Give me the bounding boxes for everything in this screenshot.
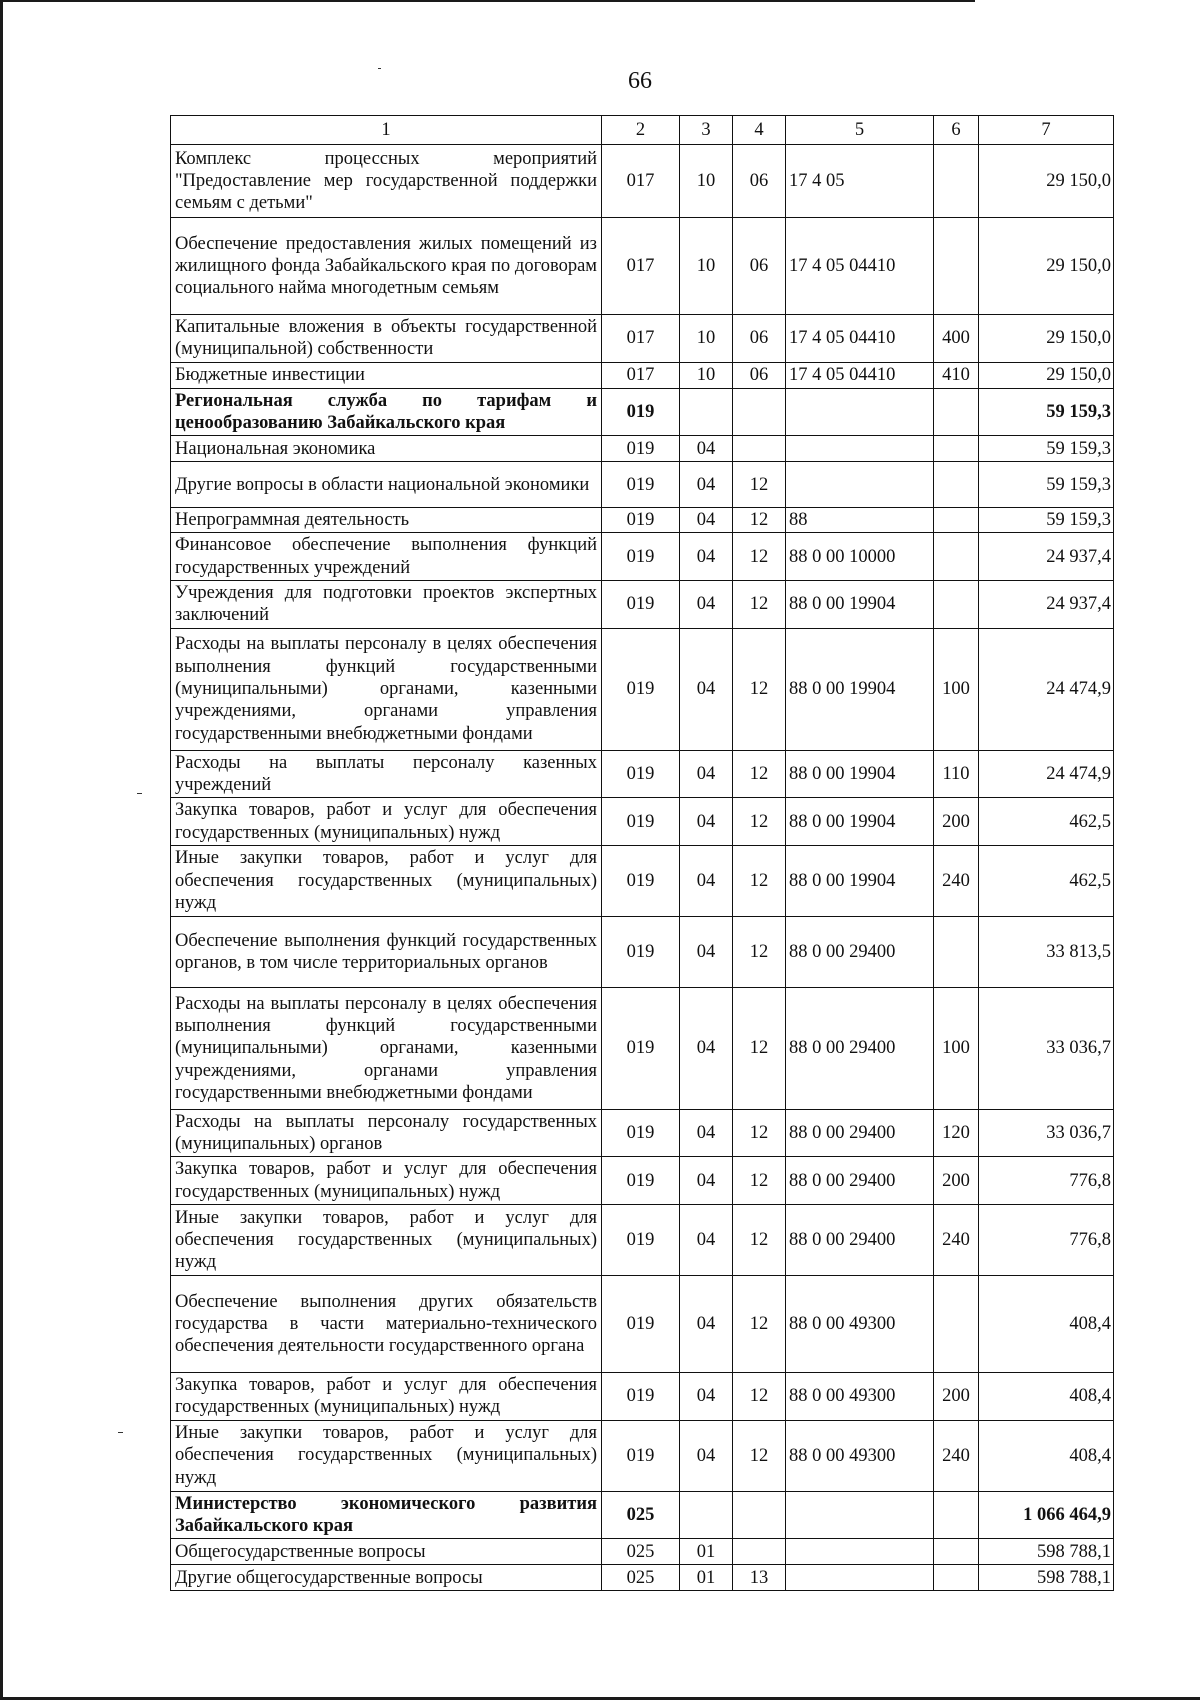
row-subsection-cell: 12 [733, 916, 786, 987]
row-name-cell: Иные закупки товаров, работ и услуг для обеспечения государственных (муниципальных) нужд [171, 1420, 602, 1491]
row-amount-cell: 24 937,4 [979, 581, 1114, 629]
row-name-cell: Обеспечение предоставления жилых помещений из жилищного фонда Забайкальского края по договорам социального найма многодетным семьям [171, 218, 602, 315]
row-target-article-cell: 88 0 00 19904 [786, 628, 934, 750]
row-name-cell: Закупка товаров, работ и услуг для обеспечения государственных (муниципальных) нужд [171, 1157, 602, 1205]
row-code-cell: 019 [602, 628, 680, 750]
table-row [171, 1491, 1114, 1539]
row-section-cell: 04 [680, 1205, 733, 1276]
row-amount-cell: 29 150,0 [979, 145, 1114, 218]
row-name-cell: Расходы на выплаты персоналу казенных учреждений [171, 750, 602, 798]
table-row [171, 388, 1114, 436]
table-row [171, 1373, 1114, 1421]
row-section-cell: 10 [680, 362, 733, 388]
row-code-cell: 019 [602, 845, 680, 916]
header-cell: 1 [171, 116, 602, 145]
row-subsection-cell: 13 [733, 1565, 786, 1591]
row-target-article-cell: 88 0 00 29400 [786, 1205, 934, 1276]
row-code-cell: 019 [602, 798, 680, 846]
row-name-cell: Закупка товаров, работ и услуг для обеспечения государственных (муниципальных) нужд [171, 1373, 602, 1421]
row-amount-cell: 33 036,7 [979, 987, 1114, 1109]
row-subsection-cell: 12 [733, 750, 786, 798]
row-amount-cell: 598 788,1 [979, 1539, 1114, 1565]
row-expense-type-cell [934, 218, 979, 315]
row-expense-type-cell: 200 [934, 1373, 979, 1421]
scan-speck [378, 68, 381, 69]
row-amount-cell: 59 159,3 [979, 462, 1114, 508]
row-amount-cell: 1 066 464,9 [979, 1491, 1114, 1539]
row-code-cell: 019 [602, 1276, 680, 1373]
row-code-cell: 019 [602, 581, 680, 629]
table-row [171, 533, 1114, 581]
row-subsection-cell: 06 [733, 315, 786, 363]
header-cell: 7 [979, 116, 1114, 145]
table-row [171, 1205, 1114, 1276]
row-code-cell: 019 [602, 987, 680, 1109]
row-target-article-cell [786, 1491, 934, 1539]
row-name-cell: Региональная служба по тарифам и ценообразованию Забайкальского края [171, 388, 602, 436]
row-name-cell: Иные закупки товаров, работ и услуг для обеспечения государственных (муниципальных) нужд [171, 845, 602, 916]
table-row [171, 987, 1114, 1109]
row-amount-cell: 776,8 [979, 1205, 1114, 1276]
table-row [171, 916, 1114, 987]
row-target-article-cell [786, 1565, 934, 1591]
row-target-article-cell: 17 4 05 04410 [786, 218, 934, 315]
row-code-cell: 019 [602, 462, 680, 508]
row-code-cell: 019 [602, 1420, 680, 1491]
row-expense-type-cell [934, 462, 979, 508]
row-section-cell: 04 [680, 798, 733, 846]
row-subsection-cell [733, 1539, 786, 1565]
row-code-cell: 017 [602, 145, 680, 218]
row-name-cell: Финансовое обеспечение выполнения функций государственных учреждений [171, 533, 602, 581]
row-name-cell: Учреждения для подготовки проектов экспертных заключений [171, 581, 602, 629]
row-name-cell: Другие общегосударственные вопросы [171, 1565, 602, 1591]
row-code-cell: 019 [602, 1373, 680, 1421]
row-section-cell: 04 [680, 533, 733, 581]
row-amount-cell: 24 937,4 [979, 533, 1114, 581]
row-subsection-cell: 12 [733, 1420, 786, 1491]
row-subsection-cell: 12 [733, 508, 786, 533]
row-name-cell: Министерство экономического развития Забайкальского края [171, 1491, 602, 1539]
budget-table [170, 115, 1114, 1591]
row-code-cell: 025 [602, 1565, 680, 1591]
row-section-cell [680, 1491, 733, 1539]
row-amount-cell: 33 813,5 [979, 916, 1114, 987]
row-target-article-cell [786, 1539, 934, 1565]
row-section-cell: 04 [680, 750, 733, 798]
row-target-article-cell: 88 0 00 10000 [786, 533, 934, 581]
row-expense-type-cell [934, 436, 979, 462]
row-target-article-cell: 88 0 00 49300 [786, 1420, 934, 1491]
row-section-cell: 04 [680, 1109, 733, 1157]
header-cell: 6 [934, 116, 979, 145]
row-section-cell: 04 [680, 508, 733, 533]
table-row [171, 1565, 1114, 1591]
row-amount-cell: 33 036,7 [979, 1109, 1114, 1157]
table-row [171, 798, 1114, 846]
scan-edge-left [0, 0, 3, 1700]
row-subsection-cell [733, 1491, 786, 1539]
row-subsection-cell: 06 [733, 218, 786, 315]
row-code-cell: 017 [602, 218, 680, 315]
row-section-cell: 04 [680, 1157, 733, 1205]
scan-speck [137, 793, 142, 794]
row-expense-type-cell: 240 [934, 1420, 979, 1491]
table-body [171, 145, 1114, 1591]
row-expense-type-cell [934, 145, 979, 218]
row-name-cell: Непрограммная деятельность [171, 508, 602, 533]
row-subsection-cell: 06 [733, 145, 786, 218]
row-subsection-cell [733, 388, 786, 436]
row-name-cell: Иные закупки товаров, работ и услуг для обеспечения государственных (муниципальных) нужд [171, 1205, 602, 1276]
table-row [171, 628, 1114, 750]
row-code-cell: 025 [602, 1491, 680, 1539]
row-section-cell: 04 [680, 462, 733, 508]
table-row [171, 436, 1114, 462]
row-code-cell: 017 [602, 362, 680, 388]
row-name-cell: Расходы на выплаты персоналу в целях обеспечения выполнения функций государственными (муниципальными) органами, казенными учреждениями, органами управления государственными внебюджетными фондами [171, 628, 602, 750]
row-code-cell: 019 [602, 436, 680, 462]
row-amount-cell: 24 474,9 [979, 750, 1114, 798]
row-subsection-cell: 12 [733, 533, 786, 581]
row-expense-type-cell [934, 1565, 979, 1591]
row-target-article-cell: 17 4 05 [786, 145, 934, 218]
row-expense-type-cell: 200 [934, 1157, 979, 1205]
page-number: 66 [628, 68, 652, 94]
row-code-cell: 019 [602, 508, 680, 533]
table-row [171, 362, 1114, 388]
row-target-article-cell: 88 0 00 29400 [786, 1109, 934, 1157]
row-code-cell: 017 [602, 315, 680, 363]
row-target-article-cell: 88 0 00 19904 [786, 581, 934, 629]
row-amount-cell: 59 159,3 [979, 508, 1114, 533]
row-section-cell: 04 [680, 581, 733, 629]
row-target-article-cell: 88 0 00 29400 [786, 1157, 934, 1205]
row-section-cell: 04 [680, 916, 733, 987]
row-amount-cell: 408,4 [979, 1420, 1114, 1491]
row-expense-type-cell: 240 [934, 1205, 979, 1276]
row-expense-type-cell: 100 [934, 628, 979, 750]
header-cell: 4 [733, 116, 786, 145]
row-name-cell: Другие вопросы в области национальной экономики [171, 462, 602, 508]
header-cell: 5 [786, 116, 934, 145]
row-target-article-cell [786, 388, 934, 436]
row-amount-cell: 24 474,9 [979, 628, 1114, 750]
row-target-article-cell: 88 0 00 19904 [786, 845, 934, 916]
header-cell: 3 [680, 116, 733, 145]
row-amount-cell: 29 150,0 [979, 362, 1114, 388]
row-section-cell: 10 [680, 218, 733, 315]
row-expense-type-cell: 120 [934, 1109, 979, 1157]
row-name-cell: Капитальные вложения в объекты государственной (муниципальной) собственности [171, 315, 602, 363]
row-code-cell: 019 [602, 750, 680, 798]
table-row [171, 1109, 1114, 1157]
row-section-cell: 04 [680, 987, 733, 1109]
row-subsection-cell: 12 [733, 1157, 786, 1205]
row-subsection-cell: 12 [733, 798, 786, 846]
row-expense-type-cell [934, 581, 979, 629]
row-amount-cell: 29 150,0 [979, 315, 1114, 363]
row-section-cell: 04 [680, 436, 733, 462]
row-subsection-cell: 12 [733, 628, 786, 750]
row-section-cell: 04 [680, 1373, 733, 1421]
row-section-cell: 04 [680, 628, 733, 750]
row-expense-type-cell: 240 [934, 845, 979, 916]
row-expense-type-cell: 200 [934, 798, 979, 846]
row-section-cell: 04 [680, 845, 733, 916]
row-section-cell [680, 388, 733, 436]
row-target-article-cell: 88 0 00 29400 [786, 987, 934, 1109]
table-row [171, 462, 1114, 508]
row-expense-type-cell: 100 [934, 987, 979, 1109]
scan-speck [118, 1432, 123, 1433]
table-row [171, 750, 1114, 798]
row-expense-type-cell [934, 533, 979, 581]
row-subsection-cell: 12 [733, 987, 786, 1109]
row-code-cell: 019 [602, 388, 680, 436]
row-target-article-cell: 17 4 05 04410 [786, 315, 934, 363]
row-subsection-cell [733, 436, 786, 462]
row-name-cell: Бюджетные инвестиции [171, 362, 602, 388]
row-amount-cell: 408,4 [979, 1373, 1114, 1421]
row-expense-type-cell [934, 1491, 979, 1539]
row-expense-type-cell [934, 508, 979, 533]
row-subsection-cell: 12 [733, 1373, 786, 1421]
table-row [171, 581, 1114, 629]
row-name-cell: Закупка товаров, работ и услуг для обеспечения государственных (муниципальных) нужд [171, 798, 602, 846]
row-amount-cell: 59 159,3 [979, 388, 1114, 436]
row-code-cell: 019 [602, 1205, 680, 1276]
row-target-article-cell: 17 4 05 04410 [786, 362, 934, 388]
row-subsection-cell: 12 [733, 1276, 786, 1373]
row-expense-type-cell: 110 [934, 750, 979, 798]
row-code-cell: 019 [602, 916, 680, 987]
row-expense-type-cell [934, 916, 979, 987]
row-code-cell: 019 [602, 533, 680, 581]
table-row [171, 845, 1114, 916]
row-amount-cell: 776,8 [979, 1157, 1114, 1205]
row-expense-type-cell [934, 1276, 979, 1373]
row-name-cell: Национальная экономика [171, 436, 602, 462]
row-subsection-cell: 12 [733, 1109, 786, 1157]
row-subsection-cell: 06 [733, 362, 786, 388]
header-cell: 2 [602, 116, 680, 145]
row-section-cell: 10 [680, 315, 733, 363]
row-expense-type-cell: 400 [934, 315, 979, 363]
row-name-cell: Расходы на выплаты персоналу государственных (муниципальных) органов [171, 1109, 602, 1157]
scan-edge-top [0, 0, 975, 2]
table-row [171, 1276, 1114, 1373]
row-amount-cell: 598 788,1 [979, 1565, 1114, 1591]
row-target-article-cell: 88 0 00 19904 [786, 798, 934, 846]
table-header-row [171, 116, 1114, 145]
table-row [171, 1157, 1114, 1205]
row-amount-cell: 59 159,3 [979, 436, 1114, 462]
row-target-article-cell [786, 436, 934, 462]
row-target-article-cell: 88 0 00 49300 [786, 1276, 934, 1373]
row-target-article-cell: 88 [786, 508, 934, 533]
row-expense-type-cell [934, 388, 979, 436]
row-target-article-cell: 88 0 00 49300 [786, 1373, 934, 1421]
row-amount-cell: 408,4 [979, 1276, 1114, 1373]
row-expense-type-cell [934, 1539, 979, 1565]
row-name-cell: Комплекс процессных мероприятий "Предоставление мер государственной поддержки семьям с детьми" [171, 145, 602, 218]
row-name-cell: Общегосударственные вопросы [171, 1539, 602, 1565]
row-amount-cell: 462,5 [979, 798, 1114, 846]
table-row [171, 218, 1114, 315]
row-target-article-cell: 88 0 00 29400 [786, 916, 934, 987]
table-row [171, 1539, 1114, 1565]
table-row [171, 508, 1114, 533]
table-row [171, 1420, 1114, 1491]
row-subsection-cell: 12 [733, 845, 786, 916]
row-target-article-cell [786, 462, 934, 508]
row-section-cell: 10 [680, 145, 733, 218]
row-section-cell: 01 [680, 1539, 733, 1565]
row-code-cell: 019 [602, 1157, 680, 1205]
row-name-cell: Обеспечение выполнения функций государственных органов, в том числе территориальных органов [171, 916, 602, 987]
row-amount-cell: 462,5 [979, 845, 1114, 916]
row-section-cell: 04 [680, 1420, 733, 1491]
row-subsection-cell: 12 [733, 1205, 786, 1276]
row-section-cell: 04 [680, 1276, 733, 1373]
row-target-article-cell: 88 0 00 19904 [786, 750, 934, 798]
row-name-cell: Обеспечение выполнения других обязательств государства в части материально-технического обеспечения деятельности государственного органа [171, 1276, 602, 1373]
row-amount-cell: 29 150,0 [979, 218, 1114, 315]
row-expense-type-cell: 410 [934, 362, 979, 388]
row-subsection-cell: 12 [733, 462, 786, 508]
row-code-cell: 025 [602, 1539, 680, 1565]
table-row [171, 145, 1114, 218]
row-subsection-cell: 12 [733, 581, 786, 629]
row-section-cell: 01 [680, 1565, 733, 1591]
row-code-cell: 019 [602, 1109, 680, 1157]
table-row [171, 315, 1114, 363]
row-name-cell: Расходы на выплаты персоналу в целях обеспечения выполнения функций государственными (муниципальными) органами, казенными учреждениями, органами управления государственными внебюджетными фондами [171, 987, 602, 1109]
